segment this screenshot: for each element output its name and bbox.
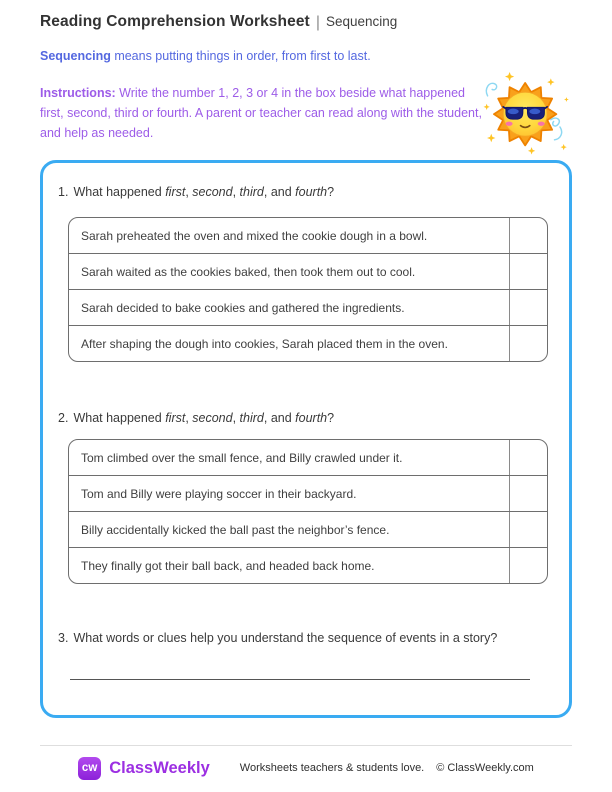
prompt-word-italic: third [239,411,264,425]
event-sentence: Billy accidentally kicked the ball past the neighbor’s fence. [81,522,390,537]
sun-with-sunglasses-illustration [481,72,573,160]
instructions-body: Write the number 1, 2, 3 or 4 in the box beside what happened first, second, third or fourth. A parent or teacher can read along with the student, and help as needed. [40,86,482,140]
answer-box[interactable] [509,440,547,475]
prompt-text: , and [263,185,296,199]
prompt-text: , [185,185,193,199]
table-row [69,290,547,326]
squiggle-icon [486,83,496,96]
prompt-text: , [232,185,240,199]
question-number: 3. [58,631,69,645]
event-sentence: After shaping the dough into cookies, Sarah placed them in the oven. [81,336,448,351]
footer-copyright: © ClassWeekly.com [436,762,534,774]
cheek-blush [506,122,513,126]
sequence-table-1 [68,217,548,362]
instructions-label: Instructions: [40,86,116,100]
instructions-text [40,84,492,143]
footer [0,754,612,782]
question-2-prompt [58,411,334,425]
classweekly-logo-icon: cw [78,757,101,780]
definition-term: Sequencing [40,49,111,63]
answer-box[interactable] [509,326,547,361]
prompt-word-italic: first [165,185,186,199]
table-row [69,440,547,476]
title-separator: | [315,14,320,31]
answer-box[interactable] [509,254,547,289]
table-row [69,512,547,548]
prompt-text: , [232,411,240,425]
prompt-text: What happened [73,185,166,199]
worksheet-content-box [40,160,572,718]
prompt-word-italic: first [165,411,186,425]
question-3-prompt [58,631,497,645]
question-number: 2. [58,411,69,425]
event-sentence: They finally got their ball back, and headed back home. [81,558,375,573]
table-row [69,476,547,512]
answer-box[interactable] [509,290,547,325]
table-row [69,254,547,290]
question-number: 1. [58,185,69,199]
prompt-text: ? [327,411,335,425]
lens-highlight [508,109,519,115]
event-sentence: Sarah preheated the oven and mixed the cookie dough in a bowl. [81,228,428,243]
sunglasses-bridge [523,108,528,109]
table-row [69,326,547,361]
table-row [69,218,547,254]
prompt-word-italic: second [192,185,233,199]
lens-highlight [529,109,540,115]
question-3-text: What words or clues help you understand the sequence of events in a story? [73,631,498,645]
question-1-prompt [58,185,334,199]
answer-box[interactable] [509,476,547,511]
cheek-blush [538,122,545,126]
prompt-text: What happened [73,411,166,425]
prompt-text: , and [263,411,296,425]
footer-tagline: Worksheets teachers & students love. [239,762,425,774]
footer-divider [40,745,572,746]
page-title-main: Reading Comprehension Worksheet [40,13,310,30]
answer-box[interactable] [509,512,547,547]
prompt-word-italic: fourth [295,185,328,199]
sequence-table-2 [68,439,548,584]
definition-rest: means putting things in order, from first to last. [110,49,371,63]
sun-icon [481,72,573,160]
page-title-topic: Sequencing [325,14,398,29]
prompt-word-italic: third [239,185,264,199]
table-row [69,548,547,583]
definition-text [40,49,371,63]
page-title [40,13,397,31]
event-sentence: Tom climbed over the small fence, and Billy crawled under it. [81,450,403,465]
prompt-text: , [185,411,193,425]
brand-name: ClassWeekly [109,758,210,777]
event-sentence: Tom and Billy were playing soccer in their backyard. [81,486,357,501]
answer-box[interactable] [509,218,547,253]
answer-line[interactable] [70,679,530,680]
event-sentence: Sarah waited as the cookies baked, then took them out to cool. [81,264,416,279]
event-sentence: Sarah decided to bake cookies and gathered the ingredients. [81,300,405,315]
prompt-word-italic: fourth [295,411,328,425]
prompt-text: ? [327,185,335,199]
answer-box[interactable] [509,548,547,583]
prompt-word-italic: second [192,411,233,425]
